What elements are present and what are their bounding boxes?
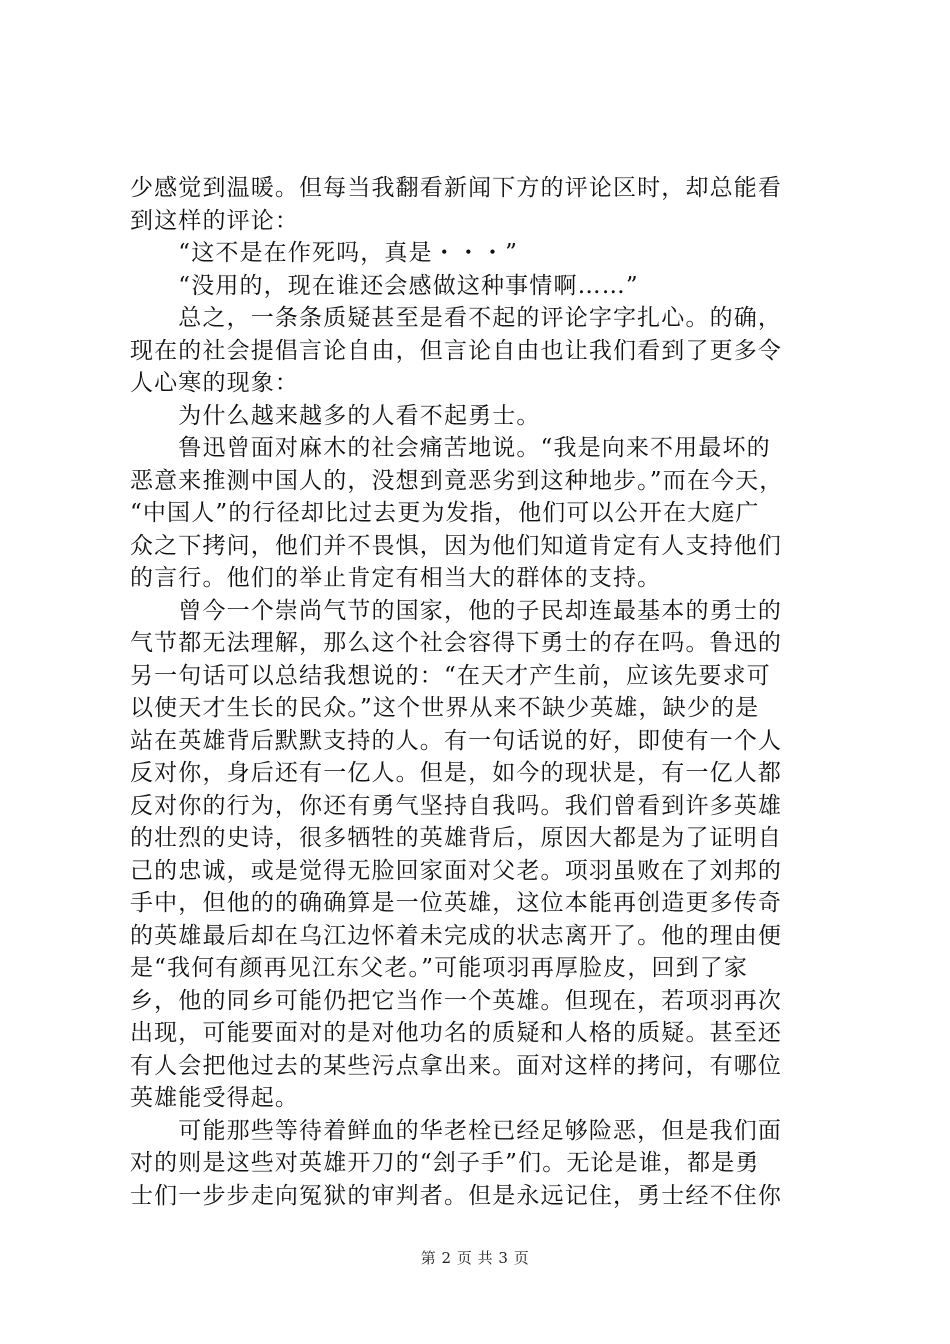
text-line: 总之，一条条质疑甚至是看不起的评论字字扎心。的确， xyxy=(130,305,783,331)
text-line: 站在英雄背后默默支持的人。有一句话说的好，即使有一个人 xyxy=(130,727,783,754)
text-line: 对的则是这些对英雄开刀的“刽子手”们。无论是谁，都是勇 xyxy=(130,1150,760,1176)
text-line: 乡，他的同乡可能仍把它当作一个英雄。但现在，若项羽再次 xyxy=(130,987,783,1014)
text-line: 可能那些等待着鲜血的华老栓已经足够险恶，但是我们面 xyxy=(130,1117,783,1144)
text-line: 士们一步步走向冤狱的审判者。但是永远记住，勇士经不住你 xyxy=(130,1182,783,1209)
text-line: 鲁迅曾面对麻木的社会痛苦地说。“我是向来不用最坏的 xyxy=(130,435,771,461)
text-line: “这不是在作死吗，真是・・・” xyxy=(130,240,519,266)
text-line: 反对你的行为，你还有勇气坚持自我吗。我们曾看到许多英雄 xyxy=(130,792,783,819)
text-line: 众之下拷问，他们并不畏惧，因为他们知道肯定有人支持他们 xyxy=(130,532,783,559)
text-line: 为什么越来越多的人看不起勇士。 xyxy=(130,402,541,429)
text-line: 是“我何有颜再见江东父老。”可能项羽再厚脸皮，回到了家 xyxy=(130,955,749,981)
text-line: 的言行。他们的举止肯定有相当大的群体的支持。 xyxy=(130,565,662,591)
text-line: 有人会把他过去的某些污点拿出来。面对这样的拷问，有哪位 xyxy=(130,1052,783,1079)
text-line: 己的忠诚，或是觉得无脸回家面对父老。项羽虽败在了刘邦的 xyxy=(130,857,783,884)
text-line: 出现，可能要面对的是对他功名的质疑和人格的质疑。甚至还 xyxy=(130,1020,783,1046)
text-line: 反对你，身后还有一亿人。但是，如今的现状是，有一亿人都 xyxy=(130,760,783,786)
text-line: “没用的，现在谁还会感做这种事情啊……” xyxy=(130,272,639,299)
text-line: 英雄能受得起。 xyxy=(130,1085,300,1111)
page-number-label: 第 2 页 共 3 页 xyxy=(420,1249,530,1267)
text-line: 以使天才生长的民众。”这个世界从来不缺少英雄，缺少的是 xyxy=(130,695,760,721)
text-line: 的壮烈的史诗，很多牺牲的英雄背后，原因大都是为了证明自 xyxy=(130,825,783,851)
text-line: 现在的社会提倡言论自由，但言论自由也让我们看到了更多令 xyxy=(130,337,783,364)
text-line: 曾今一个崇尚气节的国家，他的子民却连最基本的勇士的 xyxy=(130,597,783,624)
text-line: 到这样的评论： xyxy=(130,207,300,234)
text-line: 的英雄最后却在乌江边怀着未完成的状志离开了。他的理由便 xyxy=(130,922,783,949)
document-body xyxy=(130,172,830,1212)
page-footer xyxy=(0,1248,950,1268)
text-line: 气节都无法理解，那么这个社会容得下勇士的存在吗。鲁迅的 xyxy=(130,630,783,656)
text-line: “中国人”的行径却比过去更为发指，他们可以公开在大庭广 xyxy=(130,500,760,526)
text-line: 恶意来推测中国人的，没想到竟恶劣到这种地步。”而在今天， xyxy=(130,467,784,494)
text-line: 少感觉到温暖。但每当我翻看新闻下方的评论区时，却总能看 xyxy=(130,175,783,201)
text-line: 人心寒的现象： xyxy=(130,370,300,396)
text-line: 另一句话可以总结我想说的：“在天才产生前，应该先要求可 xyxy=(130,662,771,689)
text-line: 手中，但他的的确确算是一位英雄，这位本能再创造更多传奇 xyxy=(130,890,783,916)
